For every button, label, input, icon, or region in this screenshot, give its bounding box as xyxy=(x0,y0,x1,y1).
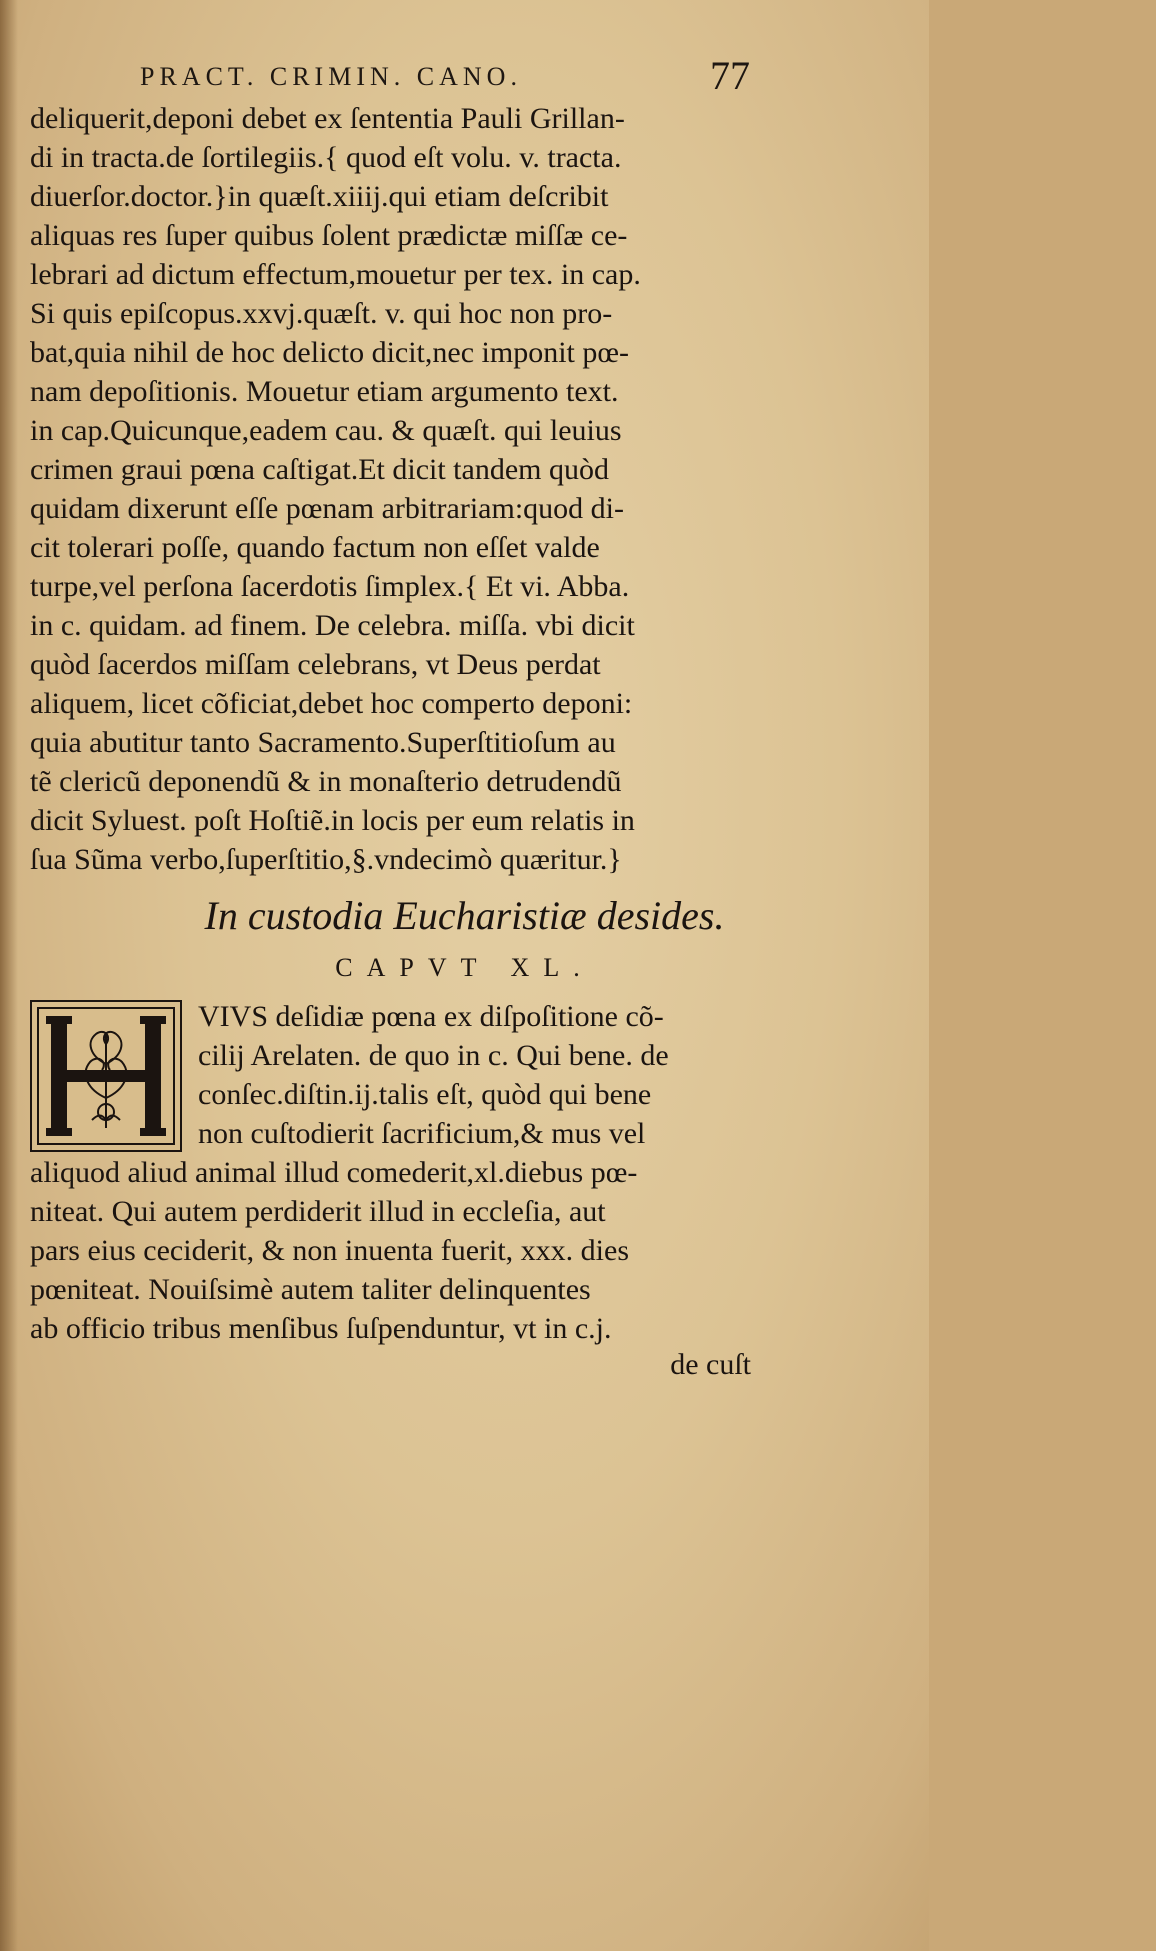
text-line: Si quis epiſcopus.xxvj.quæſt. v. qui hoc non pro- xyxy=(30,297,613,330)
text-line: quidam dixerunt eſſe pœnam arbitrariam:quod di- xyxy=(30,492,624,525)
text-line: in cap.Quicunque,eadem cau. & quæſt. qui leuius xyxy=(30,414,622,447)
text-line: in c. quidam. ad finem. De celebra. miſſa. vbi dicit xyxy=(30,609,635,642)
text-line: turpe,vel perſona ſacerdotis ſimplex.{ Et vi. Abba. xyxy=(30,570,630,603)
text-line: niteat. Qui autem perdiderit illud in eccleſia, aut xyxy=(30,1195,606,1228)
text-line: diuerſor.doctor.}in quæſt.xiiij.qui etiam deſcribit xyxy=(30,180,609,213)
text-line: di in tracta.de ſortilegiis.{ quod eſt volu. v. tracta. xyxy=(30,141,622,174)
text-line: conſec.diſtin.ij.talis eſt, quòd qui bene xyxy=(198,1078,652,1111)
text-line: cilij Arelaten. de quo in c. Qui bene. de xyxy=(198,1039,669,1072)
text-line: VIVS deſidiæ pœna ex diſpoſitione cõ- xyxy=(198,1000,664,1033)
decorated-initial xyxy=(30,1000,182,1152)
text-line: bat,quia nihil de hoc delicto dicit,nec imponit pœ- xyxy=(30,336,630,369)
decorated-initial-h-icon xyxy=(32,1002,180,1150)
text-line: ſua Sũma verbo,ſuperſtitio,§.vndecimò quæritur.} xyxy=(30,843,622,876)
text-line: pœniteat. Nouiſsimè autem taliter delinquentes xyxy=(30,1273,591,1306)
text-line: ab officio tribus menſibus ſuſpenduntur, vt in c.j. xyxy=(30,1312,612,1345)
text-line: aliquas res ſuper quibus ſolent prædictæ miſſæ ce- xyxy=(30,219,628,252)
page-number: 77 xyxy=(710,53,750,98)
text-line: deliquerit,deponi debet ex ſententia Pauli Grillan- xyxy=(30,102,625,135)
text-line: quòd ſacerdos miſſam celebrans, vt Deus perdat xyxy=(30,648,601,681)
text-line: pars eius ceciderit, & non inuenta fuerit, xxx. dies xyxy=(30,1234,629,1267)
text-line: non cuſtodierit ſacrificium,& mus vel xyxy=(198,1117,646,1150)
text-line: cit tolerari poſſe, quando factum non eſſet valde xyxy=(30,531,600,564)
running-head xyxy=(140,53,750,100)
chapter-heading: In custodia Eucharistiæ desides. xyxy=(204,893,725,938)
text-line: aliquem, licet cõficiat,debet hoc comperto deponi: xyxy=(30,687,633,720)
catchword: de cuſt xyxy=(670,1348,751,1381)
text-line: dicit Syluest. poſt Hoſtiẽ.in locis per eum relatis in xyxy=(30,804,635,837)
text-line: quia abutitur tanto Sacramento.Superſtitioſum au xyxy=(30,726,616,759)
text-line: lebrari ad dictum effectum,mouetur per tex. in cap. xyxy=(30,258,641,291)
chapter-number: CAPVT XL. xyxy=(335,953,594,982)
text-line: aliquod aliud animal illud comederit,xl.diebus pœ- xyxy=(30,1156,638,1189)
text-line: nam depoſitionis. Mouetur etiam argumento text. xyxy=(30,375,619,408)
running-head-title: PRACT. CRIMIN. CANO. xyxy=(140,62,522,91)
text-line: crimen graui pœna caſtigat.Et dicit tandem quòd xyxy=(30,453,609,486)
text-line: tẽ clericũ deponendũ & in monaſterio detrudendũ xyxy=(30,765,622,798)
